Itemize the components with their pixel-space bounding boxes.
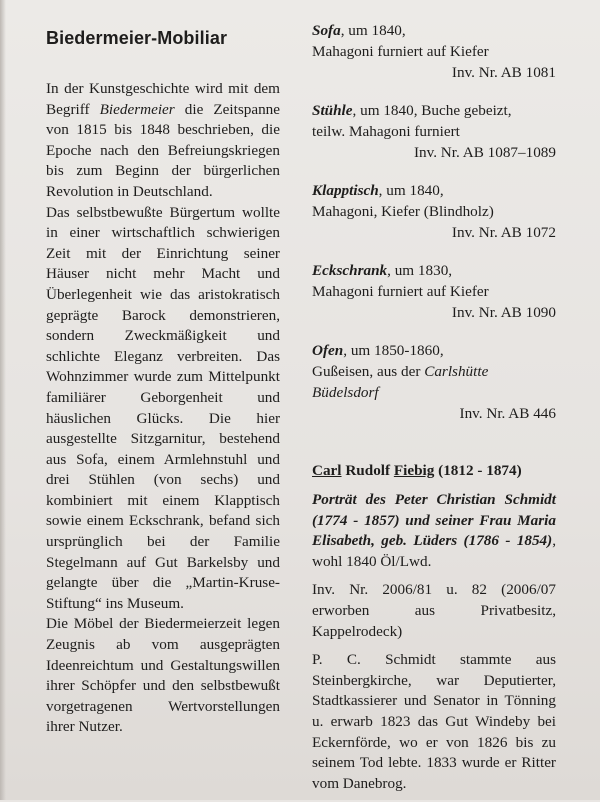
object-material: Mahagoni, Kiefer (Blindholz) bbox=[312, 203, 494, 220]
paragraph-1 bbox=[46, 79, 280, 203]
artist-dates: (1812 - 1874) bbox=[434, 462, 522, 479]
foundry-name: Carlshütte Büdelsdorf bbox=[312, 363, 489, 401]
panel-edge-shadow bbox=[0, 0, 6, 800]
object-name: Eckschrank bbox=[312, 262, 388, 279]
inventory-number: Inv. Nr. AB 1087–1089 bbox=[413, 144, 556, 161]
object-material: Mahagoni furniert auf Kiefer bbox=[312, 283, 489, 300]
p1-text-before: In der Kunstgeschichte wird mit dem Begriff bbox=[46, 80, 280, 118]
p1-text-after: die Zeitspanne von 1815 bis 1848 beschrieben, die Epoche nach den Befreiungskriegen bis zum Beginn der bürgerlichen Revolution in Deutschland. bbox=[46, 100, 280, 200]
object-date: , um 1850-1860, bbox=[343, 342, 444, 359]
artist-middle-name: Rudolf bbox=[341, 462, 394, 479]
object-name: Stühle bbox=[312, 102, 353, 119]
portrait-date-medium: , wohl 1840 Öl/Lwd. bbox=[312, 532, 556, 570]
material-text: Gußeisen, aus der bbox=[312, 363, 425, 380]
object-date: , um 1840, Buche gebeizt, bbox=[352, 102, 512, 119]
object-name: Sofa bbox=[312, 22, 341, 39]
portrait-biography: P. C. Schmidt stammte aus Steinbergkirche, war Deputierter, Stadtkassierer und Senator in Tönning u. erwarb 1823 das Gut Windeby bei Eckernförde, wo er von 1826 bis zu seinem Tod lebte. 1833 wurde er Ritter vom Danebrog. bbox=[312, 651, 556, 792]
inventory-number: Inv. Nr. AB 1072 bbox=[451, 224, 556, 241]
object-material: Mahagoni furniert auf Kiefer bbox=[312, 43, 489, 60]
object-material bbox=[312, 361, 556, 403]
object-entry-stuehle bbox=[312, 100, 556, 163]
portrait-title-line bbox=[312, 490, 556, 572]
artist-heading bbox=[312, 462, 556, 480]
object-date: , um 1830, bbox=[387, 262, 453, 279]
paragraph-3: Die Möbel der Biedermeierzeit legen Zeugnis ab vom ausgeprägten Ideenreichtum und Gestaltungswillen ihrer Schöpfer und den selbstbewußt vorgetragenen Wertvorstellungen ihrer Nutzer. bbox=[46, 615, 280, 736]
paragraph-2: Das selbstbewußte Bürgertum wollte in einer wirtschaftlich schwierigen Zeit mit der Einrichtung seiner Häuser nicht mehr Macht und Überlegenheit wie das aristokratisch geprägte Barock demonstrieren, sondern Zweckmäßigkeit und schlichte Eleganz verbreiten. Das Wohnzimmer wurde zum Mittelpunkt familiärer Geborgenheit und häuslichen Glücks. Die hier ausgestellte Sitzgarnitur, bestehend aus Sofa, einem Armlehnstuhl und drei Stühlen (von sechs) und kombiniert mit einem Klapptisch sowie einem Eckschrank, befand sich ursprünglich bei der Familie Stegelmann auf Gut Barkelsby und gelangte über die „Martin-Kruse-Stiftung“ ins Museum. bbox=[46, 203, 280, 612]
object-material-row bbox=[312, 361, 556, 403]
object-date: , um 1840, bbox=[340, 22, 406, 39]
section-title: Biedermeier-Mobiliar bbox=[46, 28, 228, 48]
intro-text bbox=[46, 79, 280, 738]
portrait-entry bbox=[312, 490, 556, 794]
object-name: Klapptisch bbox=[312, 182, 379, 199]
portrait-title: Porträt des Peter Christian Schmidt (1774 - 1857) und seiner Frau Maria Elisabeth, geb. Lüders (1786 - 1854) bbox=[312, 491, 556, 550]
portrait-inventory: Inv. Nr. 2006/81 u. 82 (2006/07 erworben aus Privatbesitz, Kappelrodeck) bbox=[312, 581, 556, 640]
object-material: teilw. Mahagoni furniert bbox=[312, 123, 460, 140]
object-date: , um 1840, bbox=[378, 182, 444, 199]
object-entry-sofa bbox=[312, 20, 556, 83]
right-column bbox=[312, 20, 556, 802]
artist-first-name: Carl bbox=[312, 462, 342, 479]
object-name: Ofen bbox=[312, 342, 344, 359]
object-entry-ofen bbox=[312, 340, 556, 424]
artist-last-name: Fiebig bbox=[393, 462, 435, 479]
inventory-number: Inv. Nr. AB 1090 bbox=[451, 304, 556, 321]
object-entry-klapptisch bbox=[312, 180, 556, 243]
inventory-number: Inv. Nr. AB 446 bbox=[459, 405, 556, 422]
left-column bbox=[46, 28, 280, 738]
inventory-number: Inv. Nr. AB 1081 bbox=[451, 64, 556, 81]
object-entry-eckschrank bbox=[312, 260, 556, 323]
p1-emphasis: Biedermeier bbox=[99, 100, 175, 118]
